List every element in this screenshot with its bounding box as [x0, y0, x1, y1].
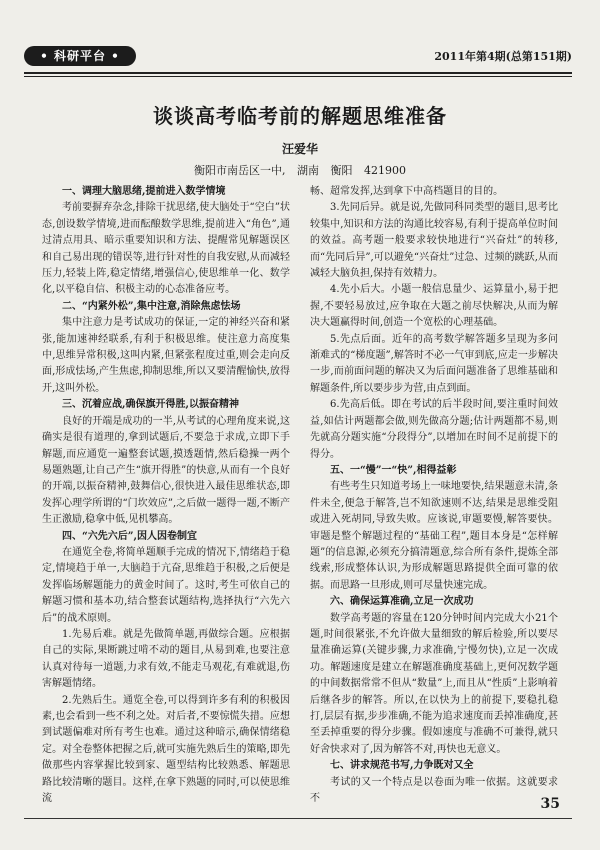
section-heading: 七、讲求规范书写,力争既对又全: [330, 760, 474, 772]
article-title: 谈谈高考临考前的解题思维准备: [153, 104, 447, 128]
paragraph: 良好的开端是成功的一半,从考试的心理角度来说,这确实是很有道理的,拿到试题后,不要急于求成,立即下手解题,而应通览一遍整套试题,摸透题情,然后稳操一两个易题熟题,让自己产生“旗开得胜”的快意,从而有一个良好的开端,以振奋精神,鼓舞信心,很快进入最佳思维状态,即发挥心理学所谓的“门坎效应”,之后做一题得一题,不断产生正激励,稳拿中低,见机攀高。: [42, 415, 290, 526]
page-number: 35: [540, 796, 560, 812]
paragraph: 2.先熟后生。通览全卷,可以得到许多有利的积极因素,也会看到一些不利之处。对后者,不要惊慌失措。应想到试题偏难对所有考生也难。通过这种暗示,确保情绪稳定。对全卷整体把握之后,就可实施先熟后生的策略,即先做那些内容掌握比较到家、题型结构比较熟悉、解题思路比较清晰的题目。这样,在拿下熟题的同时,可以使思维流: [42, 694, 290, 805]
paragraph: 在通览全卷,将简单题顺手完成的情况下,情绪趋于稳定,情境趋于单一,大脑趋于亢奋,思维趋于积极,之后便是发挥临场解题能力的黄金时间了。这时,考生可依自己的解题习惯和基本功,结合整套试题结构,选择执行“六先六后”的战术原则。: [42, 546, 290, 624]
header-rule-thin: [24, 76, 572, 77]
article-affiliation: 衡阳市南岳区一中, 湖南 衡阳 421900: [194, 164, 406, 177]
right-column: [310, 184, 558, 807]
paragraph: 考前要摒弃杂念,排除干扰思绪,使大脑处于“空白”状态,创设数学情境,进而酝酿数学思维,提前进入“角色”,通过清点用具、暗示重要知识和方法、提醒常见解题误区和自己易出现的错误等,进行针对性的自我安慰,从而减轻压力,轻装上阵,稳定情绪,增强信心,使思维单一化、数学化,以平稳自信、积极主动的心态准备应考。: [42, 202, 290, 296]
section-heading: 二、“内紧外松”,集中注意,消除焦虑怯场: [62, 300, 241, 312]
section-badge: • 科研平台 •: [24, 46, 136, 66]
section-heading: 三、沉着应战,确保旗开得胜,以振奋精神: [62, 399, 239, 411]
paragraph: 集中注意力是考试成功的保证,一定的神经兴奋和紧张,能加速神经联系,有利于积极思维。使注意力高度集中,思维异常积极,这叫内紧,但紧张程度过重,则会走向反面,形成怯场,产生焦虑,抑制思维,所以又要清醒愉快,放得开,这叫外松。: [42, 317, 290, 394]
paragraph: 4.先小后大。小题一般信息量少、运算量小,易于把握,不要轻易放过,应争取在大题之前尽快解决,从而为解决大题赢得时间,创造一个宽松的心理基础。: [310, 284, 558, 329]
paragraph: 考试的又一个特点是以卷面为唯一依据。这就要求不: [310, 776, 558, 805]
paragraph: 1.先易后难。就是先做简单题,再做综合题。应根据自己的实际,果断跳过啃不动的题目,从易到难,也要注意认真对待每一道题,力求有效,不能走马观花,有难就退,伤害解题情绪。: [42, 628, 290, 690]
issue-info: 2011年第4期(总第151期): [434, 50, 572, 63]
section-heading: 一、调理大脑思绪,提前进入数学情境: [62, 186, 226, 197]
section-heading: 四、“六先六后”,因人因卷制宜: [62, 530, 197, 542]
paragraph: 有些考生只知道考场上一味地要快,结果题意未清,条件未全,便急于解答,岂不知欲速则不达,结果是思维受阻或进入死胡同,导致失败。应该说,审题要慢,解答要快。审题是整个解题过程的“基础工程”,题目本身是“怎样解题”的信息源,必须充分搞清题意,综合所有条件,提炼全部线索,形成整体认识,为形成解题思路提供全面可靠的依据。而思路一旦形成,则可尽量快速完成。: [310, 481, 558, 591]
paragraph: 畅、超常发挥,达到拿下中高档题目的目的。: [310, 186, 504, 197]
section-heading: 六、确保运算准确,立足一次成功: [330, 596, 474, 608]
footer-rule: [24, 818, 572, 819]
paragraph: 3.先同后异。就是说,先做同科同类型的题目,思考比较集中,知识和方法的沟通比较容易,有利于提高单位时间的效益。高考题一般要求较快地进行“兴奋灶”的转移,而“先同后异”,可以避免“兴奋灶”过急、过频的跳跃,从而减轻大脑负担,保持有效精力。: [310, 202, 558, 280]
section-heading: 五、一“慢”一“快”,相得益彰: [330, 464, 457, 476]
paragraph: 数学高考题的容量在120分钟时间内完成大小21个题,时间很紧张,不允许做大量细致的解后检验,所以要尽量准确运算(关键步骤,力求准确,宁慢勿快),立足一次成功。解题速度是建立在解题准确度基础上,更何况数学题的中间数据常常不但从“数量”上,而且从“性质”上影响着后继各步的解答。所以,在以快为上的前提下,要稳扎稳打,层层有据,步步准确,不能为追求速度而丢掉准确度,甚至丢掉重要的得分步骤。假如速度与准确不可兼得,就只好舍快求对了,因为解答不对,再快也无意义。: [310, 612, 558, 755]
header-bar: [24, 46, 572, 66]
left-column: [42, 184, 290, 807]
article-author: 汪爱华: [281, 142, 318, 156]
header-rule: [24, 72, 572, 74]
paragraph: 5.先点后面。近年的高考数学解答题多呈现为多问渐难式的“梯度题”,解答时不必一气审到底,应走一步解决一步,而前面问题的解决又为后面问题准备了思维基础和解题条件,所以要步步为营,由点到面。: [310, 333, 558, 394]
paragraph: 6.先高后低。即在考试的后半段时间,要注重时间效益,如估计两题都会做,则先做高分题;估计两题都不易,则先就高分题实施“分段得分”,以增加在时间不足前提下的得分。: [310, 399, 558, 460]
